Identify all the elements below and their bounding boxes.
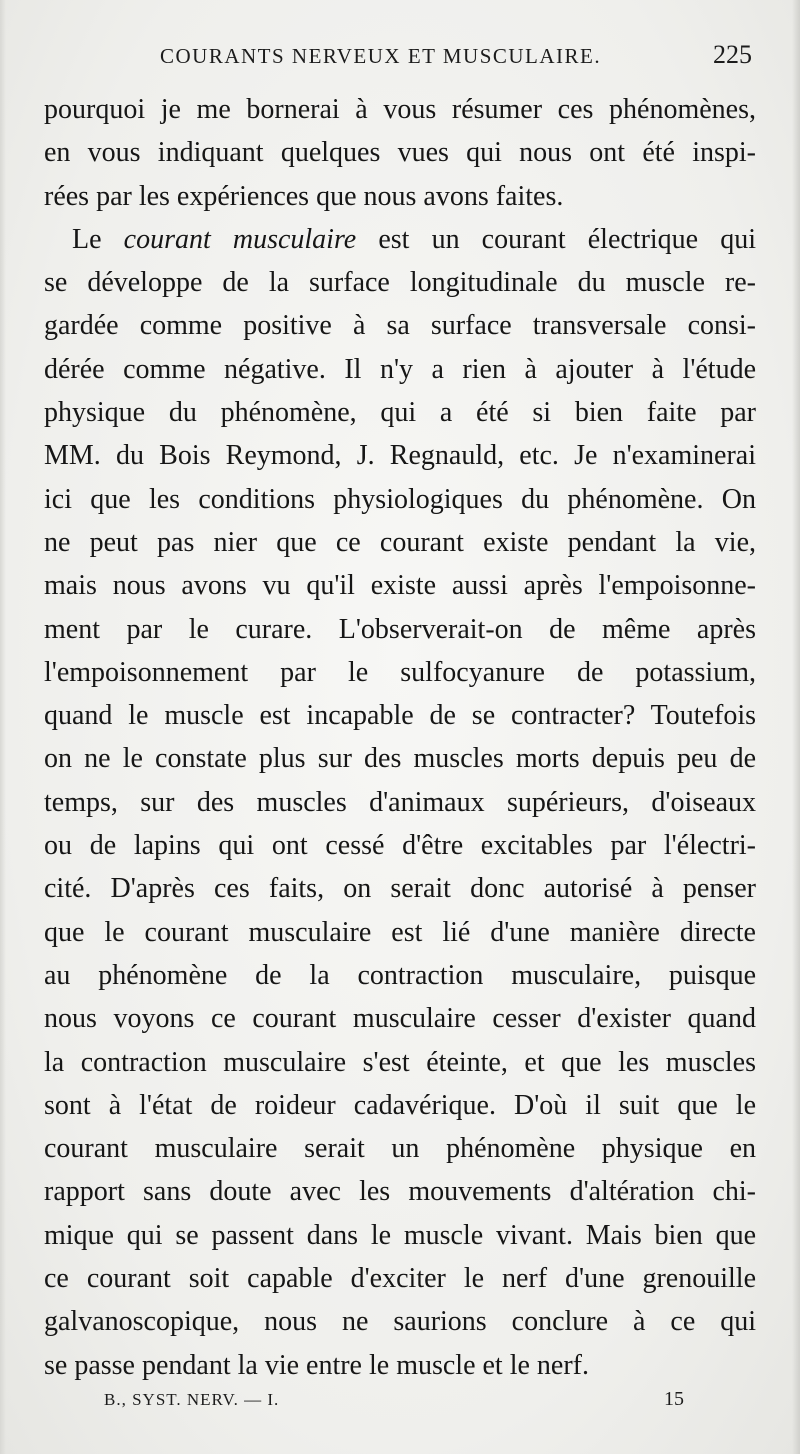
- body-text: [44, 88, 756, 1387]
- text-line: gardée comme positive à sa surface transversale consi-: [44, 310, 756, 342]
- text-line: temps, sur des muscles d'animaux supérieurs, d'oiseaux: [44, 786, 756, 818]
- text-line: courant musculaire serait un phénomène physique en: [44, 1133, 756, 1165]
- text-line: sont à l'état de roideur cadavérique. D'où il suit que le: [44, 1089, 756, 1121]
- text-line: galvanoscopique, nous ne saurions conclure à ce qui: [44, 1306, 756, 1338]
- page-number: 225: [713, 40, 752, 69]
- text-line: ici que les conditions physiologiques du phénomène. On: [44, 483, 756, 515]
- text-line: la contraction musculaire s'est éteinte, et que les muscles: [44, 1046, 756, 1078]
- text-line: on ne le constate plus sur des muscles morts depuis peu de: [44, 743, 756, 775]
- page-edge-right: [792, 0, 800, 1454]
- page-footer: [104, 1388, 684, 1418]
- running-title: COURANTS NERVEUX ET MUSCULAIRE.: [160, 44, 602, 68]
- text-line: en vous indiquant quelques vues qui nous ont été inspi-: [44, 137, 756, 169]
- italic-term: courant musculaire: [123, 223, 357, 255]
- text-line: quand le muscle est incapable de se contracter? Toutefois: [44, 700, 756, 732]
- text-line: se développe de la surface longitudinale du muscle re-: [44, 267, 756, 299]
- text-line: que le courant musculaire est lié d'une manière directe: [44, 916, 756, 948]
- text-line: ce courant soit capable d'exciter le nerf d'une grenouille: [44, 1263, 756, 1295]
- text-line: MM. du Bois Reymond, J. Regnauld, etc. Je n'examinerai: [44, 440, 756, 472]
- text-run: est un courant électrique qui: [356, 223, 757, 255]
- text-line: ou de lapins qui ont cessé d'être excitables par l'électri-: [44, 830, 756, 862]
- text-line: rées par les expériences que nous avons faites.: [44, 180, 564, 212]
- text-line: mais nous avons vu qu'il existe aussi après l'empoisonne-: [44, 570, 756, 602]
- text-line: dérée comme négative. Il n'y a rien à ajouter à l'étude: [44, 353, 756, 385]
- page-header: [44, 40, 756, 76]
- text-run: Le: [72, 223, 124, 255]
- sheet-number: 15: [664, 1388, 684, 1410]
- text-line: pourquoi je me bornerai à vous résumer ces phénomènes,: [44, 94, 756, 125]
- text-line: nous voyons ce courant musculaire cesser d'exister quand: [44, 1003, 756, 1035]
- text-line: se passe pendant la vie entre le muscle et le nerf.: [44, 1349, 589, 1381]
- text-line: physique du phénomène, qui a été si bien faite par: [44, 397, 756, 429]
- text-line: au phénomène de la contraction musculaire, puisque: [44, 959, 756, 991]
- text-line: cité. D'après ces faits, on serait donc autorisé à penser: [44, 873, 756, 905]
- text-line: ment par le curare. L'observerait-on de même après: [44, 613, 756, 645]
- text-line: rapport sans doute avec les mouvements d'altération chi-: [44, 1176, 756, 1208]
- text-line: l'empoisonnement par le sulfocyanure de potassium,: [44, 656, 756, 688]
- text-line: ne peut pas nier que ce courant existe pendant la vie,: [44, 526, 756, 558]
- paragraph-first-line: [44, 218, 756, 261]
- text-line: mique qui se passent dans le muscle vivant. Mais bien que: [44, 1219, 756, 1251]
- page-edge-left: [0, 0, 6, 1454]
- printer-signature: B., SYST. NERV. — I.: [104, 1390, 280, 1409]
